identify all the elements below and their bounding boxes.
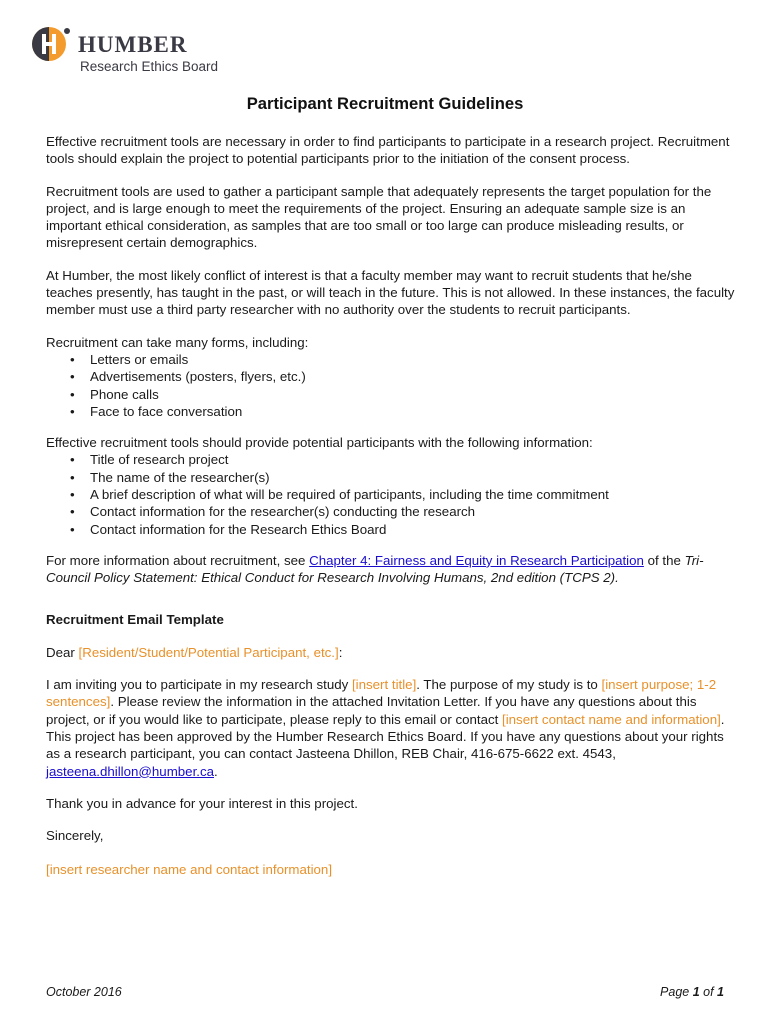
placeholder-recipient: [Resident/Student/Potential Participant, etc.] bbox=[78, 644, 339, 660]
forms-lead: Recruitment can take many forms, including: bbox=[46, 334, 309, 350]
footer-page-number: Page 1 of 1 bbox=[660, 985, 724, 999]
list-item: • Advertisements (posters, flyers, etc.) bbox=[90, 368, 736, 385]
list-item: • Phone calls bbox=[90, 386, 736, 403]
list-item: • Face to face conversation bbox=[90, 403, 736, 420]
template-body: I am inviting you to participate in my research study [insert title]. The purpose of my study is to [insert purpose; 1-2 sentences]. Please review the information in the attached Invitation Letter. If you have any questions about this project, or if you would like to participate, please reply to this email or contact [insert contact name and information]. This project has been approved by the Humber Research Ethics Board. If you have any questions about your rights as a research participant, you can contact Jasteena Dhillon, REB Chair, 416-675-6622 ext. 4543, jasteena.dhillon@humber.ca. bbox=[46, 677, 725, 779]
reb-chair-email-link[interactable]: jasteena.dhillon@humber.ca bbox=[46, 763, 214, 779]
tcps-chapter-link[interactable]: Chapter 4: Fairness and Equity in Research Participation bbox=[309, 552, 644, 568]
list-item: • Contact information for the researcher(s) conducting the research bbox=[90, 503, 736, 520]
list-item: • Letters or emails bbox=[90, 351, 736, 368]
humber-logo bbox=[30, 22, 230, 78]
list-item: • Title of research project bbox=[90, 451, 736, 468]
info-lead: Effective recruitment tools should provide potential participants with the following information: bbox=[46, 435, 593, 451]
info-list bbox=[46, 451, 736, 537]
template-thanks: Thank you in advance for your interest in this project. bbox=[46, 795, 358, 811]
template-heading: Recruitment Email Template bbox=[46, 611, 224, 627]
humber-h-icon bbox=[30, 24, 72, 66]
forms-list bbox=[46, 351, 736, 420]
more-info-paragraph: For more information about recruitment, see Chapter 4: Fairness and Equity in Research Participation of the Tri-Council Policy Statement: Ethical Conduct for Research Involving Humans, 2nd edition (TCPS 2). bbox=[46, 552, 704, 586]
document-body bbox=[46, 133, 736, 893]
placeholder-contact: [insert contact name and information] bbox=[502, 711, 721, 727]
brand-name: HUMBER bbox=[78, 32, 188, 57]
intro-paragraph-2: Recruitment tools are used to gather a participant sample that adequately represents the target population for the project, and is large enough to meet the requirements of the project. Ensuring an adequate sample size is an important ethical consideration, as samples that are too small or too large can produce misleading results, or misrepresent certain demographics. bbox=[46, 183, 712, 251]
template-signoff: Sincerely, bbox=[46, 828, 104, 844]
placeholder-purpose: [insert purpose; 1-2 sentences] bbox=[46, 677, 717, 710]
placeholder-title: [insert title] bbox=[351, 677, 417, 693]
brand-subtitle: Research Ethics Board bbox=[80, 59, 219, 74]
placeholder-signature: [insert researcher name and contact information] bbox=[46, 861, 333, 877]
page-title: Participant Recruitment Guidelines bbox=[246, 94, 524, 113]
footer-date: October 2016 bbox=[46, 985, 122, 999]
intro-paragraph-1: Effective recruitment tools are necessary in order to find participants to participate in a research project. Recruitment tools should explain the project to potential participants prior to the initiation of the consent process. bbox=[46, 134, 730, 167]
tcps-title: Tri-Council Policy Statement: Ethical Conduct for Research Involving Humans, 2nd edition (TCPS 2). bbox=[46, 552, 704, 586]
list-item: • A brief description of what will be required of participants, including the time commitment bbox=[90, 486, 736, 503]
intro-paragraph-3: At Humber, the most likely conflict of interest is that a faculty member may want to recruit students that he/she teaches presently, has taught in the past, or will teach in the future. This is not allowed. In these instances, the faculty member must use a third party researcher with no authority over the students to recruit participants. bbox=[46, 267, 735, 318]
template-salutation: Dear [Resident/Student/Potential Participant, etc.]: bbox=[46, 644, 343, 660]
list-item: • Contact information for the Research Ethics Board bbox=[90, 521, 736, 538]
list-item: • The name of the researcher(s) bbox=[90, 469, 736, 486]
